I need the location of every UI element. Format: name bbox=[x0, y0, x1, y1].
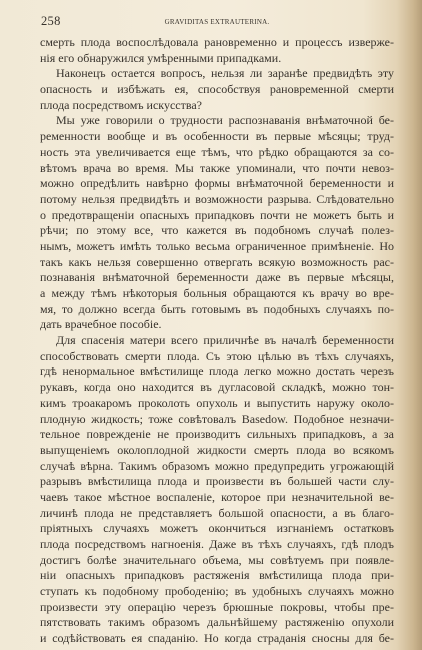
text-line: нымъ, можетъ имѣть только весьма ограниченное примѣненіе. Но bbox=[40, 238, 394, 253]
text-line: о предотвращеніи опасныхъ припадковъ почти не можетъ быть и bbox=[40, 207, 394, 222]
text-line: опасность и избѣжать ея, способствуя рановременной смерти bbox=[40, 82, 394, 97]
text-line: познаванія внѣматочной беременности даже въ первые мѣсяцы, bbox=[40, 270, 394, 285]
text-line: плода посредствомъ нагноенія. Даже въ тѣхъ случаяхъ, гдѣ плодъ bbox=[40, 537, 394, 551]
paragraph bbox=[40, 35, 394, 66]
text-line: Мы уже говорили о трудности распознаванія внѣматочной бе- bbox=[56, 113, 394, 128]
text-line: пріятныхъ случаяхъ можетъ окончиться изгнаніемъ остатковъ bbox=[40, 521, 394, 536]
text-line: способствовать смерти плода. Съ этою цѣлью въ тѣхъ случаяхъ, bbox=[40, 348, 394, 363]
text-line: пятствовать такимъ образомъ дальнѣйшему растяженію опухоли bbox=[40, 615, 394, 630]
paragraph bbox=[40, 66, 394, 113]
page-number: 258 bbox=[41, 14, 61, 28]
text-line: тельное поврежденіе не производитъ сильныхъ припадковъ, а за bbox=[40, 427, 394, 442]
paragraph bbox=[40, 113, 394, 333]
text-line: плодную жидкость; тоже совѣтовалъ Basedow. Подобное незначи- bbox=[40, 411, 394, 426]
text-line: разрывъ вмѣстилища плода и произвести въ большей части слу- bbox=[40, 474, 394, 489]
text-line: мя, то должно всегда быть готовымъ въ подобныхъ случаяхъ по- bbox=[40, 301, 394, 316]
text-line: и содѣйствовать ея спаданію. Но когда страданія сносны для бе- bbox=[40, 631, 394, 646]
text-line: дать врачебное пособіе. bbox=[40, 317, 162, 332]
text-line: можно опредѣлить навѣрно формы внѣматочной беременности и bbox=[40, 176, 394, 191]
text-line: плода посредствомъ искусства? bbox=[40, 97, 203, 112]
page-header bbox=[40, 13, 394, 29]
text-line: личинѣ плода не представляетъ большой опасности, а въ благо- bbox=[40, 505, 394, 520]
text-line: достигъ болѣе значительнаго объема, мы совѣтуемъ при появле- bbox=[40, 552, 394, 567]
text-line: ніи опасныхъ припадковъ растяженія вмѣстилища плода при- bbox=[40, 568, 394, 583]
text-line: вѣтомъ врача во время. Мы также упоминали, что почти невоз- bbox=[40, 160, 394, 175]
text-line: потому нельзя предвидѣть и возможности разрыва. Слѣдовательно bbox=[40, 191, 394, 206]
text-line: чаевъ такое мѣстное воспаленіе, которое при незначительной ве- bbox=[40, 489, 394, 504]
text-line: ность эта увеличивается еще тѣмъ, что рѣдко обращаются за со- bbox=[40, 144, 394, 159]
page-body bbox=[40, 35, 394, 647]
running-title: GRAVIDITAS EXTRAUTERINA. bbox=[164, 18, 270, 26]
text-line: кимъ троакаромъ проколоть опухоль и выпустить наружу около- bbox=[40, 395, 394, 410]
paragraph bbox=[40, 333, 394, 647]
text-line: смерть плода воспослѣдовала рановременно и процессъ изверже- bbox=[40, 35, 394, 49]
text-line: нія его обнаружился умѣренными припадками. bbox=[40, 50, 282, 65]
text-line: случаѣ вѣрна. Такимъ образомъ можно предупредить угрожающій bbox=[40, 458, 394, 473]
text-line: ременности вообще и въ особенности въ первые мѣсяцы; труд- bbox=[40, 129, 394, 144]
text-line: рукавъ, когда оно находится въ дугласовой складкѣ, можно тон- bbox=[40, 380, 394, 395]
text-line: выпущеніемъ околоплодной жидкости смерть плода во всякомъ bbox=[40, 442, 394, 457]
text-line: рѣчи; по этому все, что кажется въ подобномъ случаѣ полез- bbox=[40, 223, 394, 238]
text-line: ступать къ подобному прободенію; въ удобныхъ случаяхъ можно bbox=[40, 584, 394, 599]
text-line: Наконецъ остается вопросъ, нельзя ли заранѣе предвидѣть эту bbox=[56, 66, 394, 81]
text-line: произвести эту операцію черезъ брюшные покровы, чтобы пре- bbox=[40, 599, 394, 614]
text-line: гдѣ ненормальное вмѣстилище плода легко можно достать черезъ bbox=[40, 364, 394, 379]
text-line: а между тѣмъ нѣкоторыя больныя обращаются къ врачу во вре- bbox=[40, 286, 394, 300]
text-line: такъ какъ нельзя совершенно отвергать всякую возможность рас- bbox=[40, 254, 394, 269]
text-line: Для спасенія матери всего приличнѣе въ началѣ беременности bbox=[56, 333, 394, 348]
